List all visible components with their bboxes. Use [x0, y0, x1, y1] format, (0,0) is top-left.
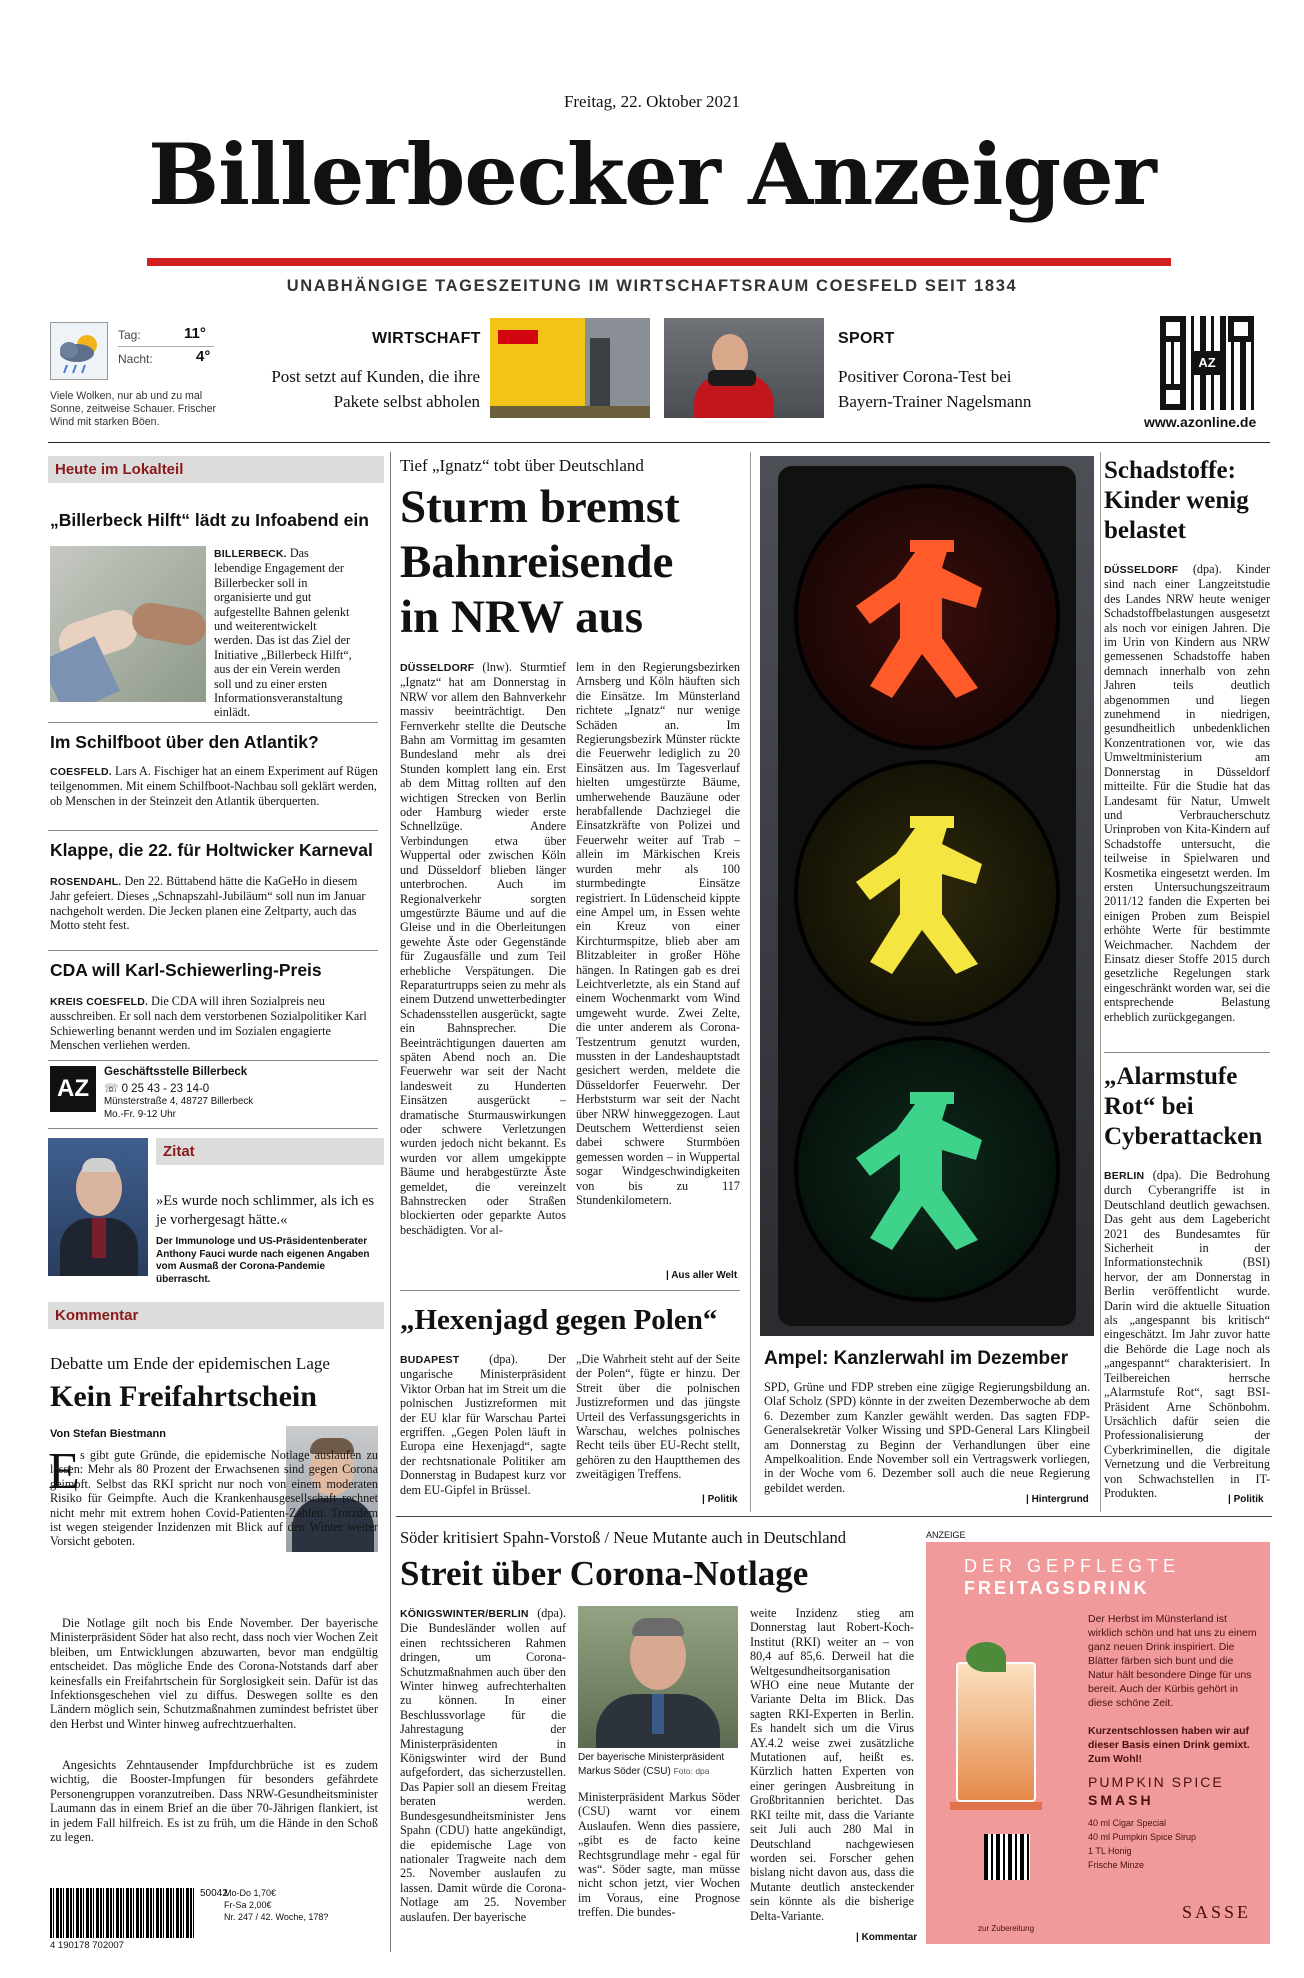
ampel-source[interactable]: | Hintergrund	[1026, 1494, 1089, 1505]
fauci-photo	[48, 1138, 148, 1276]
cyber-headline[interactable]: „Alarmstufe Rot“ bei Cyberattacken	[1104, 1063, 1263, 1150]
cyber-dateline: BERLIN	[1104, 1170, 1145, 1182]
local-item-3-title[interactable]: Klappe, die 22. für Holtwicker Karneval	[50, 840, 373, 860]
corona-col-2: Ministerpräsident Markus Söder (CSU) warnt vor einem Auslaufen. Wenn dies passiere, „gibt es de facto keine Rechtsgrundlage mehr - egal für was“. Söder sagte, man müsse nicht schon jetzt, vier Wochen im Voraus, eine Prognose treffen. Die bundes-	[578, 1790, 740, 1920]
commentary-author: Von Stefan Biestmann	[50, 1428, 166, 1440]
weather-day-value: 11°	[184, 325, 206, 342]
office-hours: Mo.-Fr. 9-12 Uhr	[104, 1109, 176, 1120]
commentary-paragraph-3: Angesichts Zehntausender Impfdurchbrüche ist es zudem wichtig, die Booster-Impfungen für besonders gefährdete Personengruppen voranzutreiben. Dass NRW-Gesundheitsminister Laumann das in einem Brief an die über 70-Jährigen flankiert, ist in jedem Fall hilfreich. Es ist zu früh, um die Hände in den Schoß zu legen.	[50, 1758, 378, 1845]
qr-code[interactable]	[1160, 316, 1254, 410]
barcode-digits: 4 190178 702007	[50, 1940, 124, 1951]
office-name: Geschäftsstelle Billerbeck	[104, 1066, 248, 1078]
qr-logo: AZ	[1193, 351, 1221, 375]
ad-drink-name-2: SMASH	[1088, 1792, 1154, 1808]
ad-paragraph-1: Der Herbst im Münsterland ist wirklich schön und hat uns zu einem ganz neuen Drink inspiriert. Die Blätter färben sich bunt und die Natur hält besondere Dinge für uns bereit. Auch der Kürbis gehört in diese schöne Zeit.	[1088, 1613, 1257, 1709]
price-weekday: Mo-Do 1,70€	[224, 1888, 277, 1898]
barcode	[50, 1888, 196, 1938]
nagelsmann-photo	[664, 318, 824, 418]
yellow-light	[794, 760, 1060, 1026]
soeder-caption: Der bayerische Ministerpräsident Markus Söder (CSU) Foto: dpa	[578, 1752, 725, 1777]
sport-label: SPORT	[838, 330, 895, 347]
price-weekend: Fr-Sa 2,00€	[224, 1900, 272, 1910]
commentary-kicker: Debatte um Ende der epidemischen Lage	[50, 1354, 330, 1373]
dhl-truck-photo	[490, 318, 650, 418]
weather-day-label: Tag:	[118, 328, 141, 342]
weather-night-value: 4°	[196, 348, 211, 365]
commentary-paragraph-1: s gibt gute Gründe, die epidemische Notlage auslaufen zu lassen: Mehr als 80 Prozent der Erwachsenen sind gegen Corona geimpft. Selbst das RKI spricht nur noch von einem moderaten Risiko für Geimpfte. Auch die Krankenhausgesellschaft rechnet nicht mehr mit extrem hohen Covid-Patienten-Zahlen. Trotzdem ist wegen steigender Inzidenzen mit Blick auf den Winter weiter Vorsicht geboten.	[50, 1448, 378, 1549]
ad-ingredient-1: 40 ml Cigar Special	[1088, 1818, 1167, 1828]
cloud-sun-rain-icon	[50, 322, 108, 380]
office-phone: ☏ 0 25 43 - 23 14-0	[104, 1083, 210, 1095]
ad-ingredient-2: 40 ml Pumpkin Spice Sirup	[1088, 1832, 1197, 1842]
weather-text: Viele Wolken, nur ab und zu mal Sonne, zeitweise Schauer. Frischer Wind mit starken Böen.	[50, 390, 217, 428]
issue-date: Freitag, 22. Oktober 2021	[563, 92, 741, 111]
local-item-1-text: BILLERBECK. Das lebendige Engagement der Billerbecker soll in organisierte und gut aufgestellte Bahnen gelenkt und weiterentwickelt werden. Das ist das Ziel der Initiative „Billerbeck Hilft“, aus der ein Verein werden soll und zu einer ersten Informationsveranstaltung einlädt.	[214, 546, 352, 720]
office-logo: AZ	[50, 1066, 96, 1112]
cyber-text: BERLIN (dpa). Die Bedrohung durch Cyberangriffe ist in Deutschland deutlich gewachsen. Das geht aus dem Lagebericht 2021 des Bundesamtes für Sicherheit in der Informationstechnik (BSI) hervor, der am Donnerstag in Berlin veröffentlicht wurde. Darin wird die aktuelle Situation als „angespannt bis kritisch“ eingeschätzt. Im Jahr zuvor hatte die Behörde die Lage noch als „angespannt“ charakterisiert. In Teilbereichen herrsche „Alarmstufe Rot“, sagt BSI-Präsident Arne Schönbohm. Ursächlich dafür seien die Professionalisierung der Cyberkriminellen, die digitale Vernetzung und die Verbreitung von Schwachstellen in IT-Produkten.	[1104, 1168, 1270, 1500]
corona-col-3: weite Inzidenz stieg am Donnerstag laut Robert-Koch-Institut (RKI) weiter an – von 80,4 auf 85,6. Derweil hat die Weltgesundheitsorganisation WHO eine neue Mutante der Variante Delta im Blick. Das sagten RKI-Experten in Berlin. Es handelt sich um die Virus AY.4.2 weise zwei zusätzliche Mutationen auf, heißt es. Kürzlich hatten Experten von einer geringen Ausbreitung in Großbritannien berichtet. Das RKI teilte mit, dass die Variante seit Juli auch 280 Mal in Deutschland nachgewiesen worden sei. Forscher gehen bislang nicht davon aus, dass die Mutante deutlich ansteckender sein könnte als die bisherige Delta-Variante.	[750, 1606, 914, 1923]
commentary-label: Kommentar	[48, 1302, 384, 1329]
traffic-light-photo	[760, 456, 1094, 1336]
phone-icon: ☏	[104, 1083, 119, 1095]
commentary-paragraph-2: Die Notlage gilt noch bis Ende November. Der bayerische Ministerpräsident Söder hat also recht, dass noch vier Wochen Zeit bleiben, um Entwicklungen abzuwarten, bevor man endgültig entscheidet. Das mögliche Ende des Corona-Notstands darf aber keinesfalls ein Freifahrtschein für Sorglosigkeit sein. Dafür ist das Infektionsgeschehen viel zu diffus. Deswegen sollte es den Ländern möglich sein, Schutzmaßnahmen zumindest befristet über den Herbst und Winter hinweg aufrechtzuerhalten.	[50, 1616, 378, 1731]
corona-kicker: Söder kritisiert Spahn-Vorstoß / Neue Mutante auch in Deutschland	[400, 1528, 847, 1547]
ad-paragraph-2: Kurzentschlossen haben wir auf dieser Basis einen Drink gemixt. Zum Wohl!	[1088, 1725, 1250, 1765]
commentary-title: Kein Freifahrtschein	[50, 1380, 317, 1413]
masthead-subtitle: UNABHÄNGIGE TAGESZEITUNG IM WIRTSCHAFTSRAUM COESFELD SEIT 1834	[286, 277, 1018, 295]
quote-label: Zitat	[156, 1138, 384, 1165]
local-item-1-dateline: BILLERBECK.	[214, 548, 287, 560]
red-light	[794, 484, 1060, 750]
website-link[interactable]: www.azonline.de	[1144, 414, 1257, 430]
poland-col-1: BUDAPEST (dpa). Der ungarische Ministerpräsident Viktor Orban hat im Streit um die polnischen Justizreformen mit der EU klar für Warschau Partei ergriffen. „Gegen Polen läuft in Europa eine Hexenjagd“, sagte der rechtsnationale Politiker am Donnerstag in Budapest kurz vor dem EU-Gipfel in Brüssel.	[400, 1352, 566, 1497]
pollutants-headline[interactable]: Schadstoffe: Kinder wenig belastet	[1104, 457, 1249, 544]
local-item-4-text: KREIS COESFELD. Die CDA will ihren Sozialpreis neu ausschreiben. Er soll nach dem verstorbenen Sozialpolitiker Karl Schiewerling benannt werden und im Sozialen engagierte Menschen verliehen werden.	[50, 994, 367, 1053]
fist-bump-photo	[50, 546, 206, 702]
storm-headline[interactable]: Sturm bremst Bahnreisende in NRW aus	[400, 481, 680, 643]
cocktail-glass-icon	[940, 1632, 1050, 1812]
local-item-4-title[interactable]: CDA will Karl-Schiewerling-Preis	[50, 960, 322, 980]
pollutants-dateline: DÜSSELDORF	[1104, 564, 1179, 576]
masthead-title: Billerbecker Anzeiger	[148, 125, 1156, 224]
local-section-label: Heute im Lokalteil	[48, 456, 384, 483]
weather-night-label: Nacht:	[118, 352, 153, 366]
issue-number: 50042	[200, 1888, 228, 1899]
local-item-3-dateline: ROSENDAHL.	[50, 876, 122, 888]
green-light	[794, 1036, 1060, 1302]
ad-qr-code[interactable]	[984, 1834, 1030, 1880]
storm-col-1: DÜSSELDORF (lnw). Sturmtief „Ignatz“ hat am Donnerstag in NRW vor allem den Bahnverkehr massiv beeinträchtigt. Den Fernverkehr stellte die Deutsche Bahn am Vormittag im gesamten Bundesland mehr als drei Stunden komplett lang ein. Erst ab dem Mittag rollten auf den wichtigen Strecken von Berlin oder Hamburg wieder erste Schnellzüge. Andere Verbindungen etwa über Wuppertal oder zwischen Köln und Düsseldorf blieben länger unterbrochen. Auch im Regionalverkehr sorgten umgestürzte Bäume und auf die Gleise und in die Oberleitungen gewehte Äste oder Gegenstände für Zugausfälle und zum Teil erhebliche Verspätungen. Die Reparaturtrupps seien zu mehr als einem Dutzend unwetterbedingter Schadensstellen ausgerückt, sagte ein Bahnsprecher. Die Beeinträchtigungen dauerten am späten Abend noch an. Die Feuerwehr war seit der Nacht landesweit zu Hunderten Einsätzen ausgerückt – dramatische Sturmauswirkungen oder schwere Verletzungen wurden jedoch nicht bekannt. Es wurden vor allem umgekippte Bäume und herabgestürzte Äste gemeldet, die vereinzelt Bahnstrecken oder Straßen blockierten oder geparkte Autos beschädigten. Vor al-	[400, 660, 566, 1237]
poland-col-2: „Die Wahrheit steht auf der Seite der Polen“, fügte er hinzu. Der Streit über die polnischen Justizreformen und das jüngste Urteil des Verfassungsgerichts in Warschau, welches polnisches Recht teils über EU-Recht stellt, gehören zu den Hauptthemen des zweitägigen Treffens.	[576, 1352, 740, 1482]
economy-label: WIRTSCHAFT	[372, 330, 481, 347]
ampel-headline[interactable]: Ampel: Kanzlerwahl im Dezember	[764, 1348, 1069, 1369]
corona-headline[interactable]: Streit über Corona-Notlage	[400, 1554, 809, 1593]
commentary-dropcap: E	[48, 1443, 80, 1500]
quote-caption: Der Immunologe und US-Präsidentenberater Anthony Fauci wurde nach eigenen Angaben vom Ausmaß der Corona-Pandemie überrascht.	[156, 1236, 370, 1285]
ad-ingredient-4: Frische Minze	[1088, 1860, 1145, 1870]
corona-col-1: KÖNIGSWINTER/BERLIN (dpa). Die Bundesländer wollen auf einen rechtssicheren Rahmen dringen, um Corona-Schutzmaßnahmen auch über den Winter hinweg aufrechterhalten zu können. In einer Beschlussvorlage für die Jahrestagung der Ministerpräsidenten in Königswinter wird der Bund aufgefordert, das sicherzustellen. Das Papier soll an diesem Freitag beraten werden. Bundesgesundheitsminister Jens Spahn (CDU) hatte angekündigt, die epidemische Lage von nationaler Tragweite nach dem 25. November auslaufen zu lassen. Damit würde die Corona-Notlage am 25. November auslaufen. Der bayerische	[400, 1606, 566, 1924]
storm-dateline: DÜSSELDORF	[400, 662, 475, 674]
storm-source[interactable]: | Aus aller Welt	[666, 1270, 738, 1281]
storm-kicker: Tief „Ignatz“ tobt über Deutschland	[400, 456, 644, 475]
ad-drink-name-1: PUMPKIN SPICE	[1088, 1774, 1224, 1790]
office-address: Münsterstraße 4, 48727 Billerbeck	[104, 1096, 254, 1107]
poland-source[interactable]: | Politik	[702, 1494, 738, 1505]
ad-brand: SASSE	[1182, 1902, 1252, 1922]
ad-line-1: DER GEPFLEGTE	[964, 1556, 1181, 1576]
cyber-source[interactable]: | Politik	[1228, 1494, 1264, 1505]
local-item-2-title[interactable]: Im Schilfboot über den Atlantik?	[50, 732, 319, 752]
corona-dateline: KÖNIGSWINTER/BERLIN	[400, 1608, 529, 1620]
economy-teaser[interactable]: Post setzt auf Kunden, die ihre Pakete selbst abholen	[271, 367, 480, 411]
ad-line-2: FREITAGSDRINK	[964, 1578, 1150, 1598]
poland-dateline: BUDAPEST	[400, 1354, 460, 1366]
local-item-2-text: COESFELD. Lars A. Fischiger hat an einem Experiment auf Rügen teilgenommen. Mit einem Schilfboot-Nachbau soll geklärt werden, ob Menschen in der Steinzeit den Atlantik überquerten.	[50, 764, 378, 808]
ampel-text: SPD, Grüne und FDP streben eine zügige Regierungsbildung an. Olaf Scholz (SPD) könnte in der zweiten Dezemberwoche ab dem 6. Dezember zum Kanzler gewählt werden. Das sagten FDP-Generalsekretär Volker Wissing und SPD-General Lars Klingbeil am Donnerstag zu Beginn der Verhandlungen über eine Ampelkoalition. Ende November soll ein Vertragswerk vorliegen, in der Woche vom 6. Dezember soll auch die neue Regierung gebildet werden.	[764, 1380, 1090, 1495]
ad-label: ANZEIGE	[926, 1530, 966, 1540]
local-item-1-title[interactable]: „Billerbeck Hilft“ lädt zu Infoabend ein	[50, 510, 369, 530]
poland-headline[interactable]: „Hexenjagd gegen Polen“	[400, 1304, 718, 1336]
soeder-photo	[578, 1606, 738, 1748]
pollutants-text: DÜSSELDORF (dpa). Kinder sind nach einer Langzeitstudie des Landes NRW heute weniger Schadstoffbelastungen ausgesetzt als noch vor einigen Jahren. Die im Urin von Kindern aus NRW gemessenen Schadstoffe haben demnach innerhalb von zehn Jahren teils deutlich abgenommen und liegen zunehmend in niedrigen, gesundheitlich unbedenklichen Konzentrationen vor, wie das Umweltministerium am Donnerstag in Düsseldorf mitteilte. Für die Studie hat das Landesamt für Natur, Umwelt und Verbraucherschutz Urinproben von Kita-Kindern auf Schadstoffe untersucht, die teilweise in Spielwaren und Kosmetika eingesetzt werden. Im ersten Untersuchungszeitraum 2011/12 fanden die Experten bei einigen Proben zum Beispiel erhöhte Werte für bestimmte Weichmacher. Nachdem der Einsatz dieser Stoffe 2015 durch gesetzliche Regelungen stark eingeschränkt worden war, sei die entsprechende Belastung erheblich zurückgegangen.	[1104, 562, 1271, 1024]
local-item-4-dateline: KREIS COESFELD.	[50, 996, 149, 1008]
corona-source[interactable]: | Kommentar	[856, 1932, 918, 1943]
advertisement[interactable]	[926, 1542, 1270, 1944]
ad-ingredient-3: 1 TL Honig	[1088, 1846, 1132, 1856]
ad-qr-caption: zur Zubereitung	[978, 1924, 1035, 1933]
local-item-2-dateline: COESFELD.	[50, 766, 112, 778]
masthead-rule	[147, 258, 1171, 266]
sport-teaser[interactable]: Positiver Corona-Test bei Bayern-Trainer Nagelsmann	[838, 367, 1032, 411]
local-item-3-text: ROSENDAHL. Den 22. Büttabend hätte die KaGeHo in diesem Jahr gefeiert. Dieses „Schnapszahl-Jubiläum“ soll nun im Januar nachgeholt werden. Die Jecken planen eine Zeltparty, auch das Motto steht fest.	[50, 874, 366, 933]
quote-text: »Es wurde noch schlimmer, als ich es je vorhergesagt hätte.«	[156, 1193, 375, 1228]
edition-number: Nr. 247 / 42. Woche, 178?	[224, 1912, 329, 1922]
storm-col-2: lem in den Regierungsbezirken Arnsberg und Köln häuften sich die Einsätze. Im Münsterland richtete „Ignatz“ nur wenige Schäden an. Im Regierungsbezirk Münster rückte die Feuerwehr lediglich zu 20 Einsätzen aus. Im Tagesverlauf hielten umgestürzte Bäume, umherwehende Bauzäune oder herabfallende Dachziegel die Einsatzkräfte von Polizei und Feuerwehr weiter auf Trab – allein im Märkischen Kreis wurden mehr als 100 sturmbedingte Einsätze registriert. In Lüdenscheid kippte eine Ampel um, in Essen wehte ein Kreuz von einer Kirchturmspitze, blieb aber am Blitzableiter in großer Höhe hängen. In Ratingen gab es drei Leichtverletzte, als ein Stand auf einem Wochenmarkt vom Wind umgeweht wurde. Zwei Zelte, die unter anderem als Corona-Testzentrum genutzt wurden, mussten in der Landeshauptstadt gesichert werden, meldete die Düsseldorfer Feuerwehr. Der Herbststurm war seit der Nacht über NRW hinweggezogen. Laut Deutschem Wetterdienst seien dabei schwere Sturmböen gemessen worden – in Wuppertal sogar Windgeschwindigkeiten von bis zu 117 Stundenkilometern.	[576, 660, 740, 1208]
